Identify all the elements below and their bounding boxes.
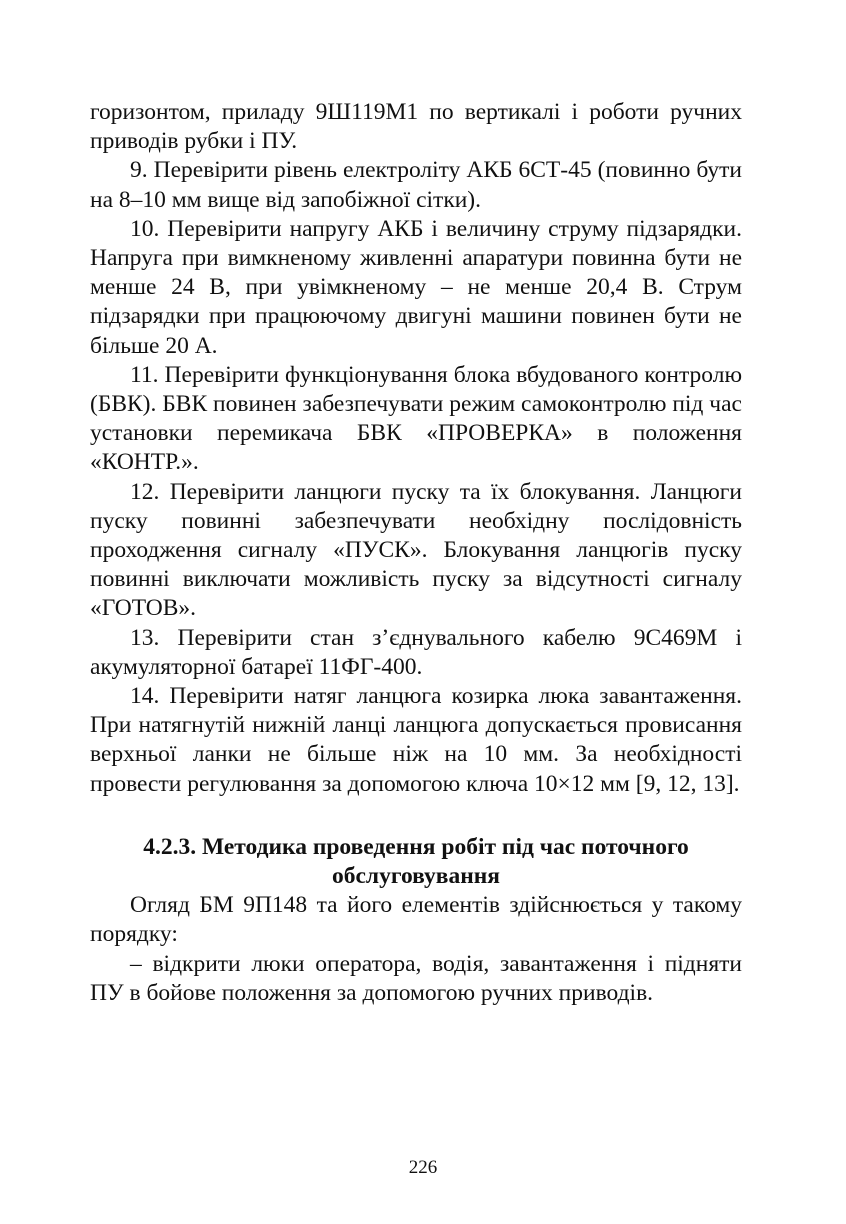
section-paragraph-step: – відкрити люки оператора, водія, завантаження і підняти ПУ в бойове положення за допомогою ручних приводів. <box>90 950 742 1006</box>
paragraph-item-10: 10. Перевірити напругу АКБ і величину струму підзарядки. Напруга при вимкненому живленні апаратури повинна бути не менше 24 В, при увімкненому – не менше 20,4 В. Струм підзарядки при працюючому двигуні машини повинен бути не більше 20 А. <box>90 215 742 359</box>
paragraph-continuation: горизонтом, приладу 9Ш119М1 по вертикалі і роботи ручних приводів рубки і ПУ. <box>90 99 742 155</box>
paragraph-item-12: 12. Перевірити ланцюги пуску та їх блокування. Ланцюги пуску повинні забезпечувати необхідну послідовність проходження сигналу «ПУСК». Блокування ланцюгів пуску повинні виключати можливість пуску за відсутності сигналу «ГОТОВ». <box>90 478 742 622</box>
paragraph-item-14: 14. Перевірити натяг ланцюга козирка люка завантаження. При натягнутій нижній ланці ланцюга допускається провисання верхньої ланки не більше ніж на 10 мм. За необхідності провести регулювання за допомогою ключа 10×12 мм [9, 12, 13]. <box>90 683 742 797</box>
page-number: 226 <box>408 1157 438 1178</box>
section-heading <box>90 833 742 891</box>
section-paragraph-intro: Огляд БМ 9П148 та його елементів здійснюється у такому порядку: <box>90 892 742 948</box>
body-text <box>90 98 742 1008</box>
section-heading-line-1: 4.2.3. Методика проведення робіт під час поточного <box>143 833 689 860</box>
section-heading-line-2: обслуговування <box>332 863 500 890</box>
paragraph-item-13: 13. Перевірити стан з’єднувального кабелю 9С469М і акумуляторної батареї 11ФГ-400. <box>90 624 742 680</box>
paragraph-item-9: 9. Перевірити рівень електроліту АКБ 6СТ-45 (повинно бути на 8–10 мм вище від запобіжної сітки). <box>90 157 742 213</box>
paragraph-item-11: 11. Перевірити функціонування блока вбудованого контролю (БВК). БВК повинен забезпечувати режим самоконтролю під час установки перемикача БВК «ПРОВЕРКА» в положення «КОНТР.». <box>90 361 742 476</box>
